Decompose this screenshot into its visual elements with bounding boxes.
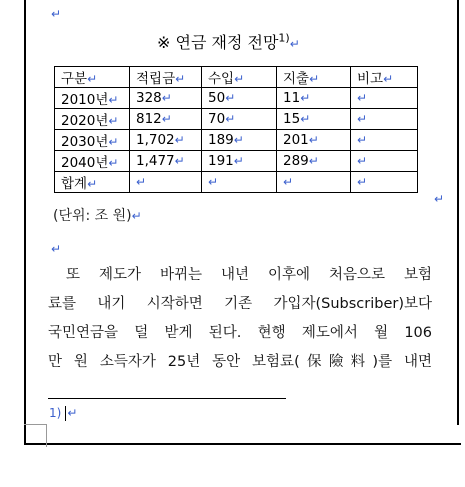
unit-note[interactable]: (단위: 조 원)↵	[53, 208, 142, 224]
paragraph-mark-icon: ↵	[308, 154, 319, 168]
table-cell[interactable]: 2020년↵	[55, 109, 130, 130]
table-cell[interactable]: 지출↵	[277, 67, 351, 88]
page-corner-marker	[24, 424, 47, 447]
paragraph-mark-icon: ↵	[357, 175, 368, 189]
table-cell[interactable]: 2030년↵	[55, 130, 130, 151]
paragraph-mark-icon: ↵	[108, 156, 119, 170]
table-cell[interactable]: 합계↵	[55, 172, 130, 193]
table-cell[interactable]: 수입↵	[202, 67, 277, 88]
table-cell[interactable]: 70↵	[202, 109, 277, 130]
table-header-row	[55, 67, 418, 88]
paragraph-line: 또 제도가 바뀌는 내년 이후에 처음으로 보험	[66, 267, 432, 283]
paragraph-mark-icon: ↵	[208, 175, 219, 189]
paragraph-mark-icon: ↵	[309, 72, 320, 86]
paragraph-mark-icon: ↵	[300, 112, 311, 126]
table-row	[55, 109, 418, 130]
paragraph-mark-icon: ↵	[225, 91, 236, 105]
footnote[interactable]	[49, 406, 77, 421]
paragraph-mark-icon: ↵	[131, 209, 142, 223]
table-row	[55, 88, 418, 109]
table-row	[55, 151, 418, 172]
paragraph-mark-icon: ↵	[300, 91, 311, 105]
footnote-label: 1)	[49, 406, 62, 420]
paragraph-mark-icon: ↵	[108, 135, 119, 149]
table-cell[interactable]	[351, 88, 418, 109]
table-row	[55, 130, 418, 151]
document-title[interactable]	[157, 30, 300, 53]
paragraph-mark-icon: ↵	[161, 91, 172, 105]
footnote-separator	[48, 398, 286, 399]
paragraph-line: 국민연금을 덜 받게 된다. 현행 제도에서 월 106	[48, 325, 432, 341]
paragraph-mark-icon: ↵	[51, 242, 62, 256]
table-cell[interactable]: 328↵	[130, 88, 202, 109]
paragraph-mark-icon: ↵	[283, 175, 294, 189]
table-cell[interactable]: 812↵	[130, 109, 202, 130]
paragraph-mark-icon: ↵	[233, 133, 244, 147]
paragraph-mark-icon: ↵	[87, 177, 98, 191]
table-cell[interactable]: 비고↵	[351, 67, 418, 88]
paragraph-mark-icon: ↵	[357, 154, 368, 168]
paragraph-mark-icon: ↵	[136, 175, 147, 189]
paragraph-mark-icon: ↵	[357, 133, 368, 147]
paragraph-mark-icon: ↵	[308, 133, 319, 147]
table-cell[interactable]: 11↵	[277, 88, 351, 109]
paragraph-mark-icon: ↵	[51, 7, 62, 21]
paragraph-mark-icon: ↵	[161, 112, 172, 126]
table-cell[interactable]: 15↵	[277, 109, 351, 130]
body-paragraph[interactable]	[48, 261, 432, 377]
table-cell[interactable]: 2010년↵	[55, 88, 130, 109]
table-cell[interactable]	[277, 172, 351, 193]
paragraph-mark-icon: ↵	[357, 91, 368, 105]
paragraph-line: 만 원 소득자가 25년 동안 보험료(保險料)를 내면	[48, 354, 432, 370]
paragraph-mark-icon: ↵	[225, 112, 236, 126]
table-total-row	[55, 172, 418, 193]
table-cell[interactable]: 201↵	[277, 130, 351, 151]
paragraph-mark-icon: ↵	[234, 72, 245, 86]
paragraph-mark-icon: ↵	[108, 114, 119, 128]
title-footnote-ref[interactable]: 1)	[278, 31, 290, 45]
paragraph-mark-icon: ↵	[87, 72, 98, 86]
paragraph-mark-icon: ↵	[108, 93, 119, 107]
table-cell[interactable]: 289↵	[277, 151, 351, 172]
table-cell[interactable]: 2040년↵	[55, 151, 130, 172]
table-cell[interactable]	[202, 172, 277, 193]
paragraph-mark-icon: ↵	[174, 133, 185, 147]
table-cell[interactable]: 1,702↵	[130, 130, 202, 151]
table-cell[interactable]	[351, 172, 418, 193]
table-cell[interactable]: 1,477↵	[130, 151, 202, 172]
paragraph-mark-icon: ↵	[174, 154, 185, 168]
table-cell[interactable]: 적립금↵	[130, 67, 202, 88]
table-cell[interactable]: 구분↵	[55, 67, 130, 88]
paragraph-mark-icon: ↵	[434, 192, 445, 206]
paragraph-mark-icon: ↵	[289, 37, 300, 51]
paragraph-mark-icon: ↵	[383, 72, 394, 86]
table-cell[interactable]	[351, 109, 418, 130]
table-cell[interactable]	[351, 130, 418, 151]
paragraph-line: 료를 내기 시작하면 기존 가입자(Subscriber)보다	[48, 296, 432, 312]
paragraph-mark-icon: ↵	[357, 112, 368, 126]
table-cell[interactable]	[130, 172, 202, 193]
title-text: ※ 연금 재정 전망	[157, 33, 279, 52]
table-cell[interactable]: 191↵	[202, 151, 277, 172]
page-right-border	[457, 0, 459, 425]
finance-table[interactable]	[54, 66, 418, 193]
table-cell[interactable]: 50↵	[202, 88, 277, 109]
paragraph-mark-icon: ↵	[67, 406, 78, 420]
paragraph-mark-icon: ↵	[233, 154, 244, 168]
paragraph-mark-icon: ↵	[175, 72, 186, 86]
table-cell[interactable]: 189↵	[202, 130, 277, 151]
table-cell[interactable]	[351, 151, 418, 172]
